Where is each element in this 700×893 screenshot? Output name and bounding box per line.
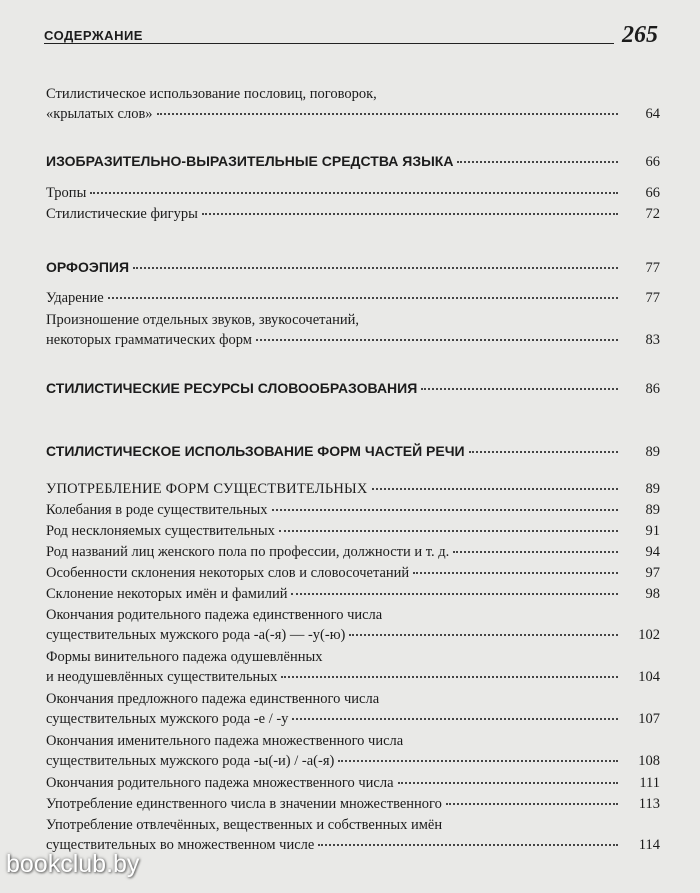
toc-entry [46, 521, 660, 541]
toc-heading-title: СТИЛИСТИЧЕСКОЕ ИСПОЛЬЗОВАНИЕ ФОРМ ЧАСТЕЙ РЕЧИ [46, 443, 465, 459]
toc-entry-page: 107 [638, 711, 660, 727]
toc-heading-title: ИЗОБРАЗИТЕЛЬНО-ВЫРАЗИТЕЛЬНЫЕ СРЕДСТВА ЯЗЫКА [46, 153, 454, 169]
dot-leader [202, 213, 618, 215]
dot-leader [453, 551, 618, 553]
toc-entry-page: 114 [638, 837, 660, 853]
dot-leader [90, 192, 618, 194]
toc-section-heading [46, 378, 660, 399]
toc-entry-page: 66 [645, 185, 660, 201]
toc-section-heading [46, 151, 660, 172]
dot-leader [291, 593, 618, 595]
toc-entry-page: 108 [638, 753, 660, 769]
toc-entry [46, 500, 660, 520]
toc-entry [46, 605, 660, 645]
toc-heading-title: СТИЛИСТИЧЕСКИЕ РЕСУРСЫ СЛОВООБРАЗОВАНИЯ [46, 380, 418, 396]
toc-entry [46, 204, 660, 224]
dot-leader [421, 388, 618, 390]
toc-entry-title-line1: Окончания именительного падежа множественного числа [46, 733, 404, 749]
header-rule [44, 43, 614, 44]
dot-leader [457, 161, 618, 163]
toc-entry-page: 64 [645, 106, 660, 122]
dot-leader [372, 488, 618, 490]
dot-leader [469, 451, 618, 453]
toc-entry-title: Ударение [46, 290, 104, 306]
toc-entry [46, 794, 660, 814]
toc-entry-page: 98 [645, 586, 660, 602]
toc-entry [46, 183, 660, 203]
toc-entry-title: Колебания в роде существительных [46, 502, 268, 518]
toc-entry-title: Род несклоняемых существительных [46, 523, 275, 539]
page-number: 265 [622, 22, 658, 48]
toc-entry-title: «крылатых слов» [46, 106, 153, 122]
toc-entry [46, 689, 660, 729]
section-title: СОДЕРЖАНИЕ [44, 28, 143, 43]
toc-entry-page: 89 [645, 481, 660, 497]
toc-entry-page: 94 [645, 544, 660, 560]
dot-leader [398, 782, 618, 784]
toc-entry [46, 310, 660, 350]
toc-entry-title: существительных мужского рода -а(-я) — -у(-ю) [46, 627, 346, 643]
toc-entry-page: 89 [645, 502, 660, 518]
toc-entry-page: 97 [645, 565, 660, 581]
toc-entry-title-line1: Окончания родительного падежа единственного числа [46, 607, 383, 623]
dot-leader [157, 113, 618, 115]
toc-entry-title: существительных во множественном числе [46, 837, 315, 853]
dot-leader [318, 844, 618, 846]
toc-entry [46, 84, 660, 124]
toc-entry [46, 773, 660, 793]
toc-subsection-heading [46, 479, 660, 499]
toc-heading-title: ОРФОЭПИЯ [46, 259, 130, 275]
toc-section-heading [46, 441, 660, 462]
dot-leader [292, 718, 618, 720]
toc-entry [46, 731, 660, 771]
toc-entry-title: Стилистические фигуры [46, 206, 198, 222]
toc-entry [46, 563, 660, 583]
toc-entry-page: 77 [645, 260, 660, 276]
toc-entry-page: 72 [645, 206, 660, 222]
toc-entry-title: существительных мужского рода -е / -у [46, 711, 289, 727]
toc-entry-page: 77 [645, 290, 660, 306]
dot-leader [279, 530, 618, 532]
toc-entry-title-line1: Окончания предложного падежа единственного числа [46, 691, 380, 707]
toc-entry-page: 89 [645, 444, 660, 460]
toc-entry-title-line1: Стилистическое использование пословиц, поговорок, [46, 86, 377, 102]
toc-entry-title: и неодушевлённых существительных [46, 669, 278, 685]
toc-entry-title: Окончания родительного падежа множественного числа [46, 775, 394, 791]
toc-entry-title: Употребление единственного числа в значении множественного [46, 796, 442, 812]
toc-entry-page: 113 [638, 796, 660, 812]
toc-entry [46, 815, 660, 855]
toc-entry-title: существительных мужского рода -ы(-и) / -а(-я) [46, 753, 335, 769]
toc-entry [46, 647, 660, 687]
dot-leader [413, 572, 618, 574]
toc-entry-page: 102 [638, 627, 660, 643]
toc-entry [46, 288, 660, 308]
toc-entry-page: 86 [645, 381, 660, 397]
dot-leader [446, 803, 618, 805]
dot-leader [338, 760, 618, 762]
watermark-logo: bookclub.by [6, 850, 140, 878]
dot-leader [281, 676, 618, 678]
toc-entry-title: Тропы [46, 185, 87, 201]
toc-entry-page: 66 [645, 154, 660, 170]
toc-entry-page: 111 [639, 775, 660, 791]
toc-entry [46, 584, 660, 604]
running-head [44, 20, 658, 50]
toc-entry-title: Особенности склонения некоторых слов и словосочетаний [46, 565, 410, 581]
toc-entry-title: Склонение некоторых имён и фамилий [46, 586, 288, 602]
dot-leader [256, 339, 618, 341]
dot-leader [133, 267, 618, 269]
toc-entry-title-line1: Формы винительного падежа одушевлённых [46, 649, 323, 665]
toc-entry-page: 83 [645, 332, 660, 348]
toc-entry [46, 542, 660, 562]
toc-section-heading [46, 257, 660, 278]
toc-entry-page: 104 [638, 669, 660, 685]
toc-entry-title: Род названий лиц женского пола по профессии, должности и т. д. [46, 544, 450, 560]
dot-leader [272, 509, 618, 511]
toc-entry-title-line1: Употребление отвлечённых, вещественных и собственных имён [46, 817, 443, 833]
dot-leader [349, 634, 618, 636]
toc-entry-title: некоторых грамматических форм [46, 332, 252, 348]
toc-entry-title: УПОТРЕБЛЕНИЕ ФОРМ СУЩЕСТВИТЕЛЬНЫХ [46, 481, 368, 497]
toc-entry-title-line1: Произношение отдельных звуков, звукосочетаний, [46, 312, 360, 328]
dot-leader [108, 297, 618, 299]
toc-entry-page: 91 [645, 523, 660, 539]
